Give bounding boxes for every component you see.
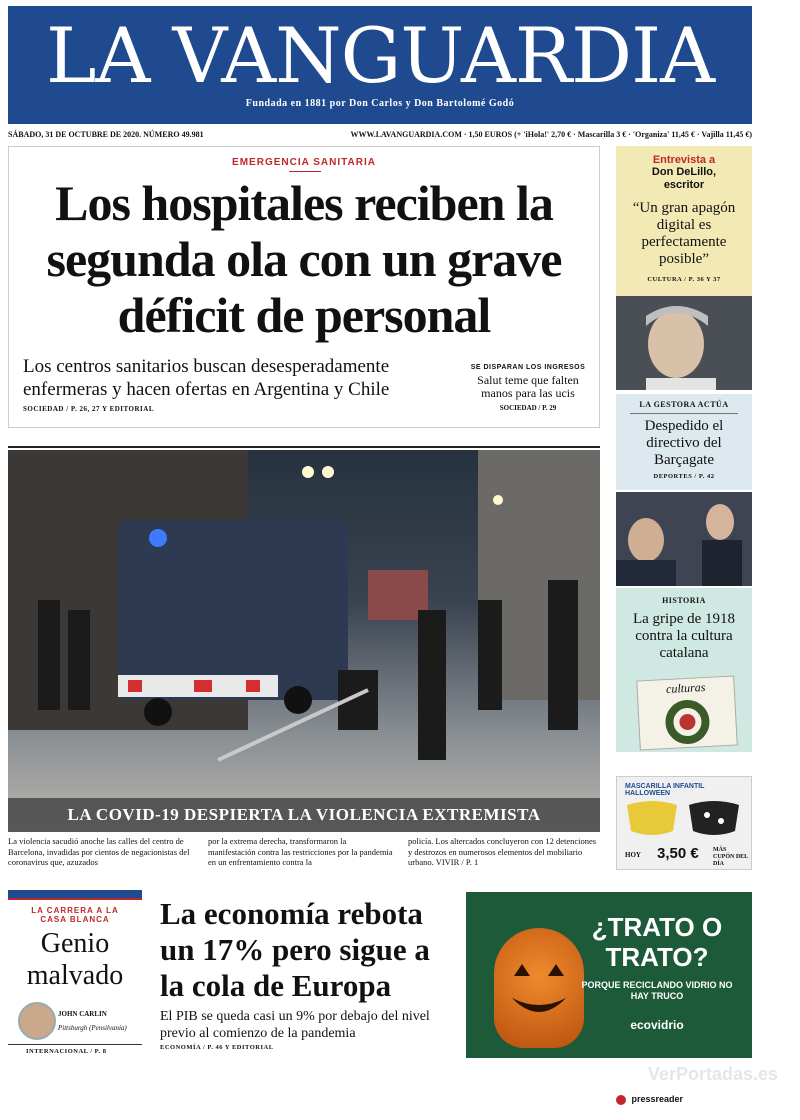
lead-subheadline: Los centros sanitarios buscan desesperadamente enfermeras y hacen ofertas en Argentina y Chile	[23, 356, 390, 400]
barca-photo	[616, 492, 752, 586]
dateline-date: SÁBADO, 31 DE OCTUBRE DE 2020. NÚMERO 49.981	[8, 130, 204, 139]
side-note-text: Salut teme que falten manos para las ucis	[477, 373, 579, 400]
lead-headline: Los hospitales reciben la segunda ola con un grave déficit de personal	[46, 175, 562, 343]
barca-illustration	[616, 492, 752, 586]
mask-icon	[617, 797, 753, 837]
promo-price: 3,50 €	[657, 845, 699, 862]
interview-quote: “Un gran apagón digital es perfectamente posible”	[632, 200, 736, 267]
ad-subline: PORQUE RECICLANDO VIDRIO NO HAY TRUCO	[581, 980, 733, 1001]
dateline-price: WWW.LAVANGUARDIA.COM · 1,50 EUROS (+ 'iHola!' 2,70 € · Mascarilla 3 € · 'Organiza' 11,45 € · Vajilla 11,45 €)	[350, 130, 752, 139]
barca-box[interactable]	[616, 394, 752, 490]
barca-ref: DEPORTES / P. 42	[653, 473, 715, 480]
carlin-place: Pittsburgh (Pensilvania)	[58, 1024, 127, 1032]
lead-story[interactable]	[8, 146, 600, 428]
carlin-kicker: LA CARRERA A LA CASA BLANCA	[31, 906, 119, 924]
side-note-ref: SOCIEDAD / P. 29	[499, 404, 557, 412]
photo-body	[8, 836, 600, 876]
dateline	[8, 128, 752, 142]
pumpkin-bottle-icon	[494, 928, 584, 1048]
pressreader-icon	[616, 1095, 626, 1105]
promo-note: MÁS CUPÓN DEL DÍA	[713, 847, 748, 867]
mask-promo[interactable]	[616, 776, 752, 870]
side-note-kicker: SE DISPARAN LOS INGRESOS	[470, 364, 586, 371]
portrait-illustration	[616, 296, 752, 390]
avatar	[18, 1002, 56, 1040]
photo-caption: LA COVID-19 DESPIERTA LA VIOLENCIA EXTREMISTA	[8, 798, 600, 832]
econ-subheadline: El PIB se queda casi un 9% por debajo del nivel previo al comienzo de la pandemia	[160, 1009, 430, 1041]
historia-box[interactable]	[616, 588, 752, 752]
body-col-3: policía. Los altercados concluyeron con 12 detenciones y destrozos en numerosos elementos del mobiliario urbano. VIVIR / P. 1	[408, 836, 597, 867]
historia-text: La gripe de 1918 contra la cultura catalana	[632, 611, 736, 661]
masthead-subtitle: Fundada en 1881 por Don Carlos y Don Bartolomé Godó	[245, 98, 515, 109]
historia-kicker: HISTORIA	[662, 596, 706, 605]
lead-side-note[interactable]	[465, 361, 591, 415]
kicker-rule	[289, 171, 321, 172]
culturas-cover	[636, 675, 738, 750]
interview-ref: CULTURA / P. 36 Y 37	[647, 276, 721, 283]
econ-ref: ECONOMÍA / P. 46 Y EDITORIAL	[160, 1044, 274, 1051]
barca-kicker: LA GESTORA ACTÚA	[639, 400, 729, 409]
wreath-icon	[638, 694, 736, 747]
ecovidrio-ad[interactable]	[466, 892, 752, 1058]
pressreader-label: pressreader	[631, 1094, 684, 1104]
jack-o-lantern-face	[494, 928, 584, 1048]
barca-rule	[630, 413, 738, 414]
interview-box[interactable]	[616, 146, 752, 296]
main-photo[interactable]	[8, 450, 600, 832]
promo-label: HOY	[625, 851, 641, 859]
lead-section-ref: SOCIEDAD / P. 26, 27 Y EDITORIAL	[23, 405, 155, 413]
promo-kicker: MASCARILLA INFANTIL HALLOWEEN	[625, 783, 705, 797]
carlin-author: JOHN CARLIN	[58, 1010, 107, 1018]
body-col-2: por la extrema derecha, transformaron la manifestación contra las restricciones por la pandemia en un enfrentamiento contra la	[208, 836, 393, 867]
culturas-title: culturas	[665, 680, 706, 697]
photo-scene	[8, 450, 600, 832]
carlin-title: Genio malvado	[26, 928, 124, 991]
divider	[8, 446, 600, 448]
interview-kicker: Entrevista a	[652, 154, 716, 166]
barca-text: Despedido el directivo del Barçagate	[644, 418, 724, 468]
ad-headline: ¿TRATO O TRATO?	[591, 912, 723, 972]
masthead	[8, 6, 752, 124]
econ-headline: La economía rebota un 17% pero sigue a la cola de Europa	[160, 896, 430, 1003]
delillo-photo	[616, 296, 752, 390]
economy-story[interactable]	[160, 896, 450, 1066]
interview-name: Don DeLillo, escritor	[651, 166, 717, 191]
ad-brand: ecovidrio	[630, 1018, 684, 1032]
carlin-column[interactable]	[8, 890, 142, 1062]
flag-bar	[8, 890, 142, 900]
watermark: VerPortadas.es	[647, 1064, 778, 1084]
carlin-rule	[8, 1044, 142, 1045]
carlin-ref: INTERNACIONAL / P. 8	[26, 1048, 107, 1055]
lead-kicker: EMERGENCIA SANITARIA	[232, 157, 376, 168]
masthead-title: LA VANGUARDIA	[46, 11, 714, 100]
body-col-1: La violencia sacudió anoche las calles del centro de Barcelona, invadidas por cientos de negacionistas del coronavirus que, azuzados	[8, 836, 190, 867]
pressreader-badge[interactable]	[616, 1094, 800, 1116]
